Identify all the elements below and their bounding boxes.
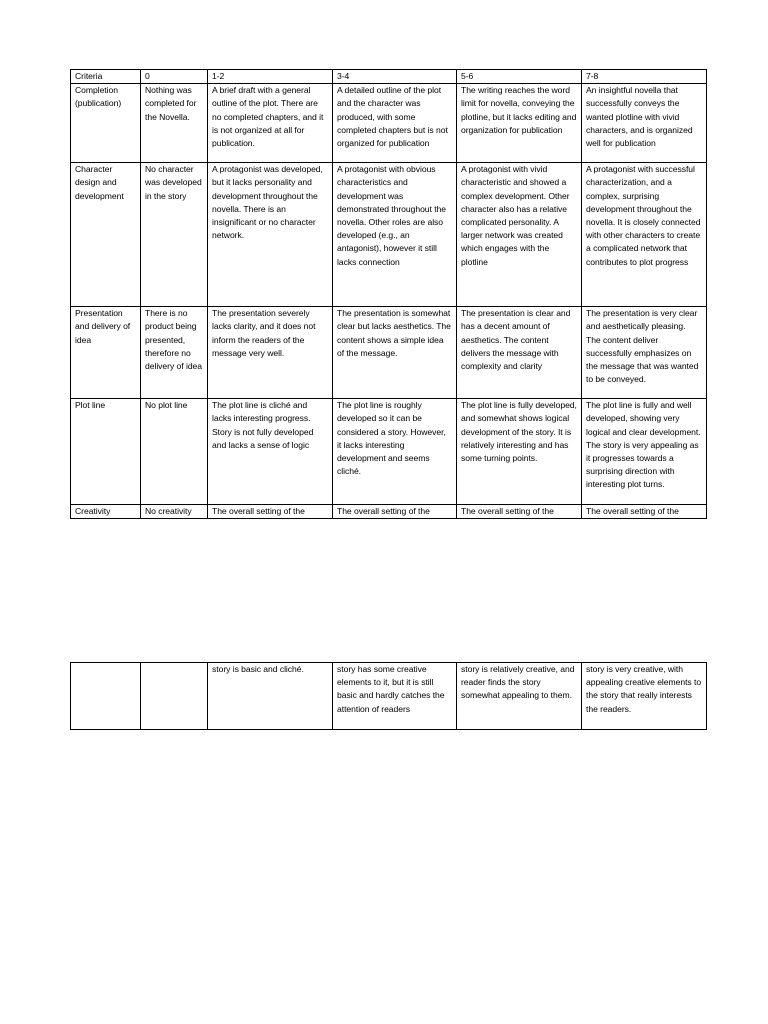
score-0-cell: No character was developed in the story — [141, 163, 208, 307]
rubric-table — [70, 69, 707, 519]
score-0-cell: There is no product being presented, therefore no delivery of idea — [141, 307, 208, 399]
header-score-1-2: 1-2 — [208, 70, 333, 84]
score-7-8-cell: The presentation is very clear and aesthetically pleasing. The content deliver successfully emphasizes on the message that was wanted to be conveyed. — [582, 307, 707, 399]
criteria-cell — [71, 663, 141, 730]
score-3-4-cell: A detailed outline of the plot and the character was produced, with some completed chapters but is not organized for publication — [333, 84, 457, 163]
rubric-table-continuation — [70, 662, 707, 730]
table-row — [71, 163, 707, 307]
score-1-2-cell: The presentation severely lacks clarity, and it does not inform the readers of the message very well. — [208, 307, 333, 399]
table-row — [71, 399, 707, 505]
criteria-cell: Plot line — [71, 399, 141, 505]
score-3-4-cell: The presentation is somewhat clear but lacks aesthetics. The content shows a simple idea of the message. — [333, 307, 457, 399]
score-0-cell — [141, 663, 208, 730]
score-1-2-cell: A protagonist was developed, but it lacks personality and development throughout the novella. There is an insignificant or no character network. — [208, 163, 333, 307]
score-5-6-cell: The overall setting of the — [457, 505, 582, 519]
score-5-6-cell: story is relatively creative, and reader finds the story somewhat appealing to them. — [457, 663, 582, 730]
table-row — [71, 505, 707, 519]
header-score-3-4: 3-4 — [333, 70, 457, 84]
score-7-8-cell: A protagonist with successful characterization, and a complex, surprising development throughout the novella. It is closely connected with other characters to create a complicated network that contributes to plot progress — [582, 163, 707, 307]
score-1-2-cell: A brief draft with a general outline of the plot. There are no completed chapters, and it is not organized at all for publication. — [208, 84, 333, 163]
score-1-2-cell: The overall setting of the — [208, 505, 333, 519]
header-score-0: 0 — [141, 70, 208, 84]
score-1-2-cell: story is basic and cliché. — [208, 663, 333, 730]
header-criteria: Criteria — [71, 70, 141, 84]
table-row — [71, 307, 707, 399]
table-row — [71, 84, 707, 163]
score-5-6-cell: The writing reaches the word limit for novella, conveying the plotline, but it lacks editing and organization for publication — [457, 84, 582, 163]
criteria-cell: Presentation and delivery of idea — [71, 307, 141, 399]
score-3-4-cell: story has some creative elements to it, but it is still basic and hardly catches the attention of readers — [333, 663, 457, 730]
score-3-4-cell: The plot line is roughly developed so it can be considered a story. However, it lacks interesting development and seems cliché. — [333, 399, 457, 505]
score-5-6-cell: The presentation is clear and has a decent amount of aesthetics. The content delivers the message with complexity and clarity — [457, 307, 582, 399]
header-score-7-8: 7-8 — [582, 70, 707, 84]
score-7-8-cell: The overall setting of the — [582, 505, 707, 519]
score-0-cell: Nothing was completed for the Novella. — [141, 84, 208, 163]
header-row — [71, 70, 707, 84]
criteria-cell: Creativity — [71, 505, 141, 519]
header-score-5-6: 5-6 — [457, 70, 582, 84]
table-row — [71, 663, 707, 730]
score-5-6-cell: A protagonist with vivid characteristic and showed a complex development. Other character also has a relative complicated personality. A larger network was created which engages with the plotline — [457, 163, 582, 307]
score-5-6-cell: The plot line is fully developed, and somewhat shows logical development of the story. It is relatively interesting and has some turning points. — [457, 399, 582, 505]
score-0-cell: No plot line — [141, 399, 208, 505]
criteria-cell: Character design and development — [71, 163, 141, 307]
criteria-cell: Completion (publication) — [71, 84, 141, 163]
score-3-4-cell: A protagonist with obvious characteristics and development was demonstrated throughout the novella. Other roles are also developed (e.g., an antagonist), however it still lacks connection — [333, 163, 457, 307]
score-3-4-cell: The overall setting of the — [333, 505, 457, 519]
score-7-8-cell: An insightful novella that successfully conveys the wanted plotline with vivid characters, and is organized well for publication — [582, 84, 707, 163]
score-1-2-cell: The plot line is cliché and lacks interesting progress. Story is not fully developed and lacks a sense of logic — [208, 399, 333, 505]
score-7-8-cell: The plot line is fully and well developed, showing very logical and clear development. The story is very appealing as it progresses towards a surprising direction with interesting plot turns. — [582, 399, 707, 505]
score-0-cell: No creativity — [141, 505, 208, 519]
score-7-8-cell: story is very creative, with appealing creative elements to the story that really interests the readers. — [582, 663, 707, 730]
